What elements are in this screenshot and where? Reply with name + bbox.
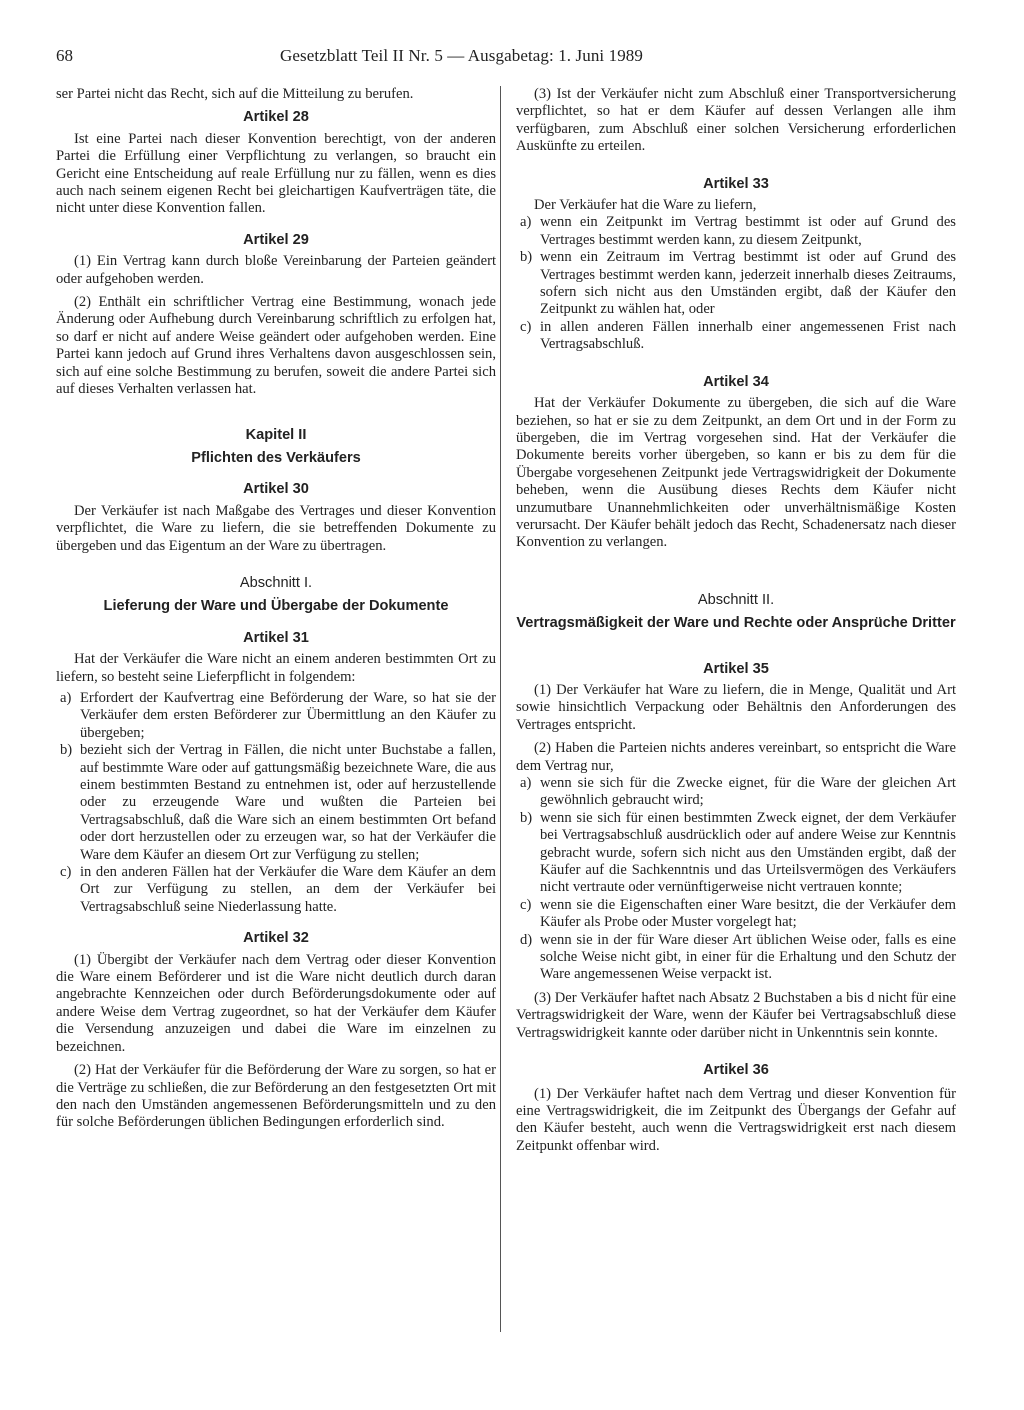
article-35-list [516, 775, 956, 984]
article-29-paragraph-1: (1) Ein Vertrag kann durch bloße Vereinbarung der Parteien geändert oder aufgehoben werden. [56, 253, 496, 287]
article-32-paragraph-3: (3) Ist der Verkäufer nicht zum Abschluß einer Transportversicherung verpflichtet, so hat er dem Käufer auf dessen Verlangen alle ihm verfügbaren, zum Abschluß einer solchen Versicherung erforderlichen Auskünfte zu erteilen. [516, 86, 956, 155]
article-32-paragraph-1: (1) Übergibt der Verkäufer nach dem Vertrag oder dieser Konvention die Ware einem Beförderer und ist die Ware nicht deutlich durch daran angebrachte Kennzeichen oder durch Beförderungsdokumente oder auf andere Weise dem Vertrag zugeordnet, so hat der Verkäufer dem Käufer die Versendung anzuzeigen und dabei die Ware im einzelnen zu bezeichnen. [56, 951, 496, 1055]
article-33-intro: Der Verkäufer hat die Ware zu liefern, [534, 197, 757, 214]
page-number: 68 [56, 46, 73, 65]
right-column [516, 86, 956, 1155]
article-31-title: Artikel 31 [243, 629, 309, 646]
article-32-title: Artikel 32 [243, 930, 309, 947]
section-1-title: Abschnitt I. [239, 574, 313, 591]
list-item: c) wenn sie die Eigenschaften einer Ware besitzt, die der Verkäufer dem Käufer als Probe oder Muster vorgelegt hat; [520, 896, 956, 931]
section-1-subtitle: Lieferung der Ware und Übergabe der Dokumente [103, 598, 449, 615]
article-33-list [516, 214, 956, 353]
list-item: c) in den anderen Fällen hat der Verkäufer die Ware dem Käufer an dem Ort zur Verfügung zu stellen, an dem der Verkäufer bei Vertragsabschluß seine Niederlassung hatte. [60, 864, 496, 915]
article-33-title: Artikel 33 [703, 175, 769, 192]
list-item: a) wenn sie sich für die Zwecke eignet, für die Ware der gleichen Art gewöhnlich gebraucht wird; [520, 775, 956, 809]
article-35-paragraph-2: (2) Haben die Parteien nichts anderes vereinbart, so entspricht die Ware dem Vertrag nur, [516, 740, 956, 774]
article-36-title: Artikel 36 [703, 1062, 769, 1079]
column-divider [500, 86, 501, 1332]
article-35-paragraph-3: (3) Der Verkäufer haftet nach Absatz 2 Buchstaben a bis d nicht für eine Vertragswidrigkeit der Ware, wenn der Käufer bei Vertragsabschluß diese Vertragswidrigkeit kannte oder darüber nicht in Unkenntnis sein konnte. [516, 989, 956, 1041]
chapter-title: Kapitel II [245, 426, 307, 443]
list-item: a) Erfordert der Kaufvertrag eine Beförderung der Ware, so hat sie der Verkäufer dem ersten Beförderer zur Übermittlung an den Käufer zu übergeben; [60, 689, 496, 741]
article-29-paragraph-2: (2) Enthält ein schriftlicher Vertrag eine Bestimmung, wonach jede Änderung oder Aufhebung durch Vereinbarung schriftlich zu erfolgen hat, so darf er nicht auf andere Weise geändert oder aufgehoben werden. Eine Partei kann jedoch auf Grund ihres Verhaltens davon ausgeschlossen sein, sich auf eine solche Bestimmung zu berufen, soweit die andere Partei sich auf dieses Verhalten verlassen hat. [56, 294, 496, 398]
article-30-paragraph: Der Verkäufer ist nach Maßgabe des Vertrages und dieser Konvention verpflichtet, die Ware zu liefern, die sie betreffenden Dokumente zu übergeben und das Eigentum an der Ware zu übertragen. [56, 502, 496, 554]
list-item: b) wenn sie sich für einen bestimmten Zweck eignet, der dem Verkäufer bei Vertragsabschluß ausdrücklich oder auf andere Weise zur Kenntnis gebracht wurde, sofern sich nicht aus den Umständen ergibt, daß der Käufer auf die Sachkenntnis und das Urteilsvermögen des Verkäufers nicht vertraute oder vernünftigerweise nicht vertrauen konnte; [520, 809, 956, 896]
article-35-paragraph-1: (1) Der Verkäufer hat Ware zu liefern, die in Menge, Qualität und Art sowie hinsichtlich Verpackung oder Behältnis den Anforderungen des Vertrages entspricht. [516, 681, 956, 733]
continued-paragraph: ser Partei nicht das Recht, sich auf die Mitteilung zu berufen. [56, 86, 414, 102]
list-item: c) in allen anderen Fällen innerhalb einer angemessenen Frist nach Vertragsabschluß. [520, 318, 956, 353]
article-36-paragraph-1: (1) Der Verkäufer haftet nach dem Vertrag und dieser Konvention für eine Vertragswidrigkeit, die im Zeitpunkt des Übergangs der Gefahr auf den Käufer besteht, auch wenn die Vertragswidrigkeit erst nach diesem Zeitpunkt offenbar wird. [516, 1085, 956, 1154]
article-30-title: Artikel 30 [243, 481, 309, 498]
list-item: d) wenn sie in der für Ware dieser Art üblichen Weise oder, falls es eine solche Weise nicht gibt, in einer für die Erhaltung und den Schutz der Ware angemessenen Weise verpackt ist. [520, 931, 956, 983]
article-34-title: Artikel 34 [703, 373, 769, 390]
left-column [56, 86, 496, 1132]
page-header [0, 46, 1024, 74]
list-item: b) wenn ein Zeitraum im Vertrag bestimmt ist oder auf Grund des Vertrages bestimmt werden kann, jederzeit innerhalb dieses Zeitraums, sofern sich nicht aus den Umständen ergibt, daß der Käufer den Zeitpunkt zu wählen hat, oder [520, 249, 956, 318]
article-28-title: Artikel 28 [243, 109, 309, 126]
list-item: b) bezieht sich der Vertrag in Fällen, die nicht unter Buchstabe a fallen, auf bestimmte Ware oder auf gattungsmäßig bezeichnete Ware, die aus einem bestimmten Bestand zu entnehmen ist, oder auf herzustellende oder zu erzeugende Ware und wußten die Parteien bei Vertragsabschluß, daß die Ware sich an einem bestimmten Ort befand oder dort herzustellen oder zu erzeugen war, so hat der Verkäufer die Ware dem Käufer an diesem Ort zur Verfügung zu stellen; [60, 742, 496, 863]
section-2-subtitle: Vertragsmäßigkeit der Ware und Rechte oder Ansprüche Dritter [516, 615, 956, 632]
article-32-paragraph-2: (2) Hat der Verkäufer für die Beförderung der Ware zu sorgen, so hat er die Verträge zu schließen, die zur Beförderung an den festgesetzten Ort mit den nach den Umständen angemessenen Beförderungsmitteln und zu den für solche Beförderungen üblichen Bedingungen erforderlich sind. [56, 1062, 496, 1131]
article-29-title: Artikel 29 [243, 231, 309, 248]
article-31-list [56, 690, 496, 916]
article-31-intro: Hat der Verkäufer die Ware nicht an einem anderen bestimmten Ort zu liefern, so besteht seine Lieferpflicht in folgendem: [56, 651, 496, 685]
section-2-title: Abschnitt II. [697, 591, 775, 608]
list-item: a) wenn ein Zeitpunkt im Vertrag bestimmt ist oder auf Grund des Vertrages bestimmt werden kann, zu diesem Zeitpunkt, [520, 214, 956, 248]
article-35-title: Artikel 35 [703, 660, 769, 677]
chapter-subtitle: Pflichten des Verkäufers [191, 449, 361, 466]
article-34-paragraph: Hat der Verkäufer Dokumente zu übergeben, die sich auf die Ware beziehen, so hat er sie zu dem Zeitpunkt, an dem Ort und in der Form zu übergeben, die im Vertrag vorgesehen sind. Hat der Verkäufer die Dokumente bereits vorher übergeben, so kann er bis zu dem für die Übergabe vorgesehenen Zeitpunkt jede Vertragswidrigkeit der Dokumente beheben, wenn die Ausübung dieses Rechts dem Käufer nicht unzumutbare Unannehmlichkeiten oder unverhältnismäßige Kosten verursacht. Der Käufer behält jedoch das Recht, Schadenersatz nach dieser Konvention zu verlangen. [516, 395, 956, 551]
article-28-paragraph: Ist eine Partei nach dieser Konvention berechtigt, von der anderen Partei die Erfüllung einer Verpflichtung zu verlangen, so braucht ein Gericht eine Entscheidung auf reale Erfüllung nur zu fällen, wenn es dies auch nach seinem eigenen Recht bei gleichartigen Kaufverträgen täte, die nicht unter diese Konvention fallen. [56, 130, 496, 217]
running-head: Gesetzblatt Teil II Nr. 5 — Ausgabetag: 1. Juni 1989 [280, 46, 643, 65]
